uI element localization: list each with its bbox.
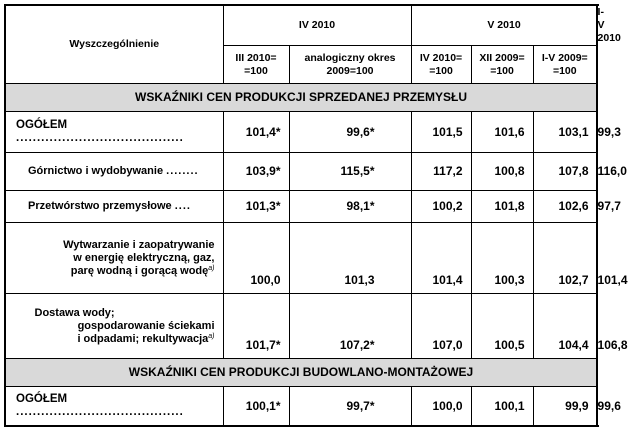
cell-value: 100,2 bbox=[411, 191, 471, 223]
header-subcol-5: I-V 2009= =100 bbox=[533, 46, 597, 84]
cell-value: 100,0 bbox=[411, 387, 471, 427]
header-row-groups: Wyszczególnienie IV 2010 V 2010 I-V 2010 bbox=[5, 5, 597, 46]
cell-value: 101,8 bbox=[471, 191, 533, 223]
cell-value: 102,7 bbox=[533, 223, 597, 294]
cell-value: 115,5* bbox=[289, 153, 411, 191]
cell-value: 100,0 bbox=[223, 223, 289, 294]
cell-value: 100,8 bbox=[471, 153, 533, 191]
table-row: OGÓŁEM ........................................ 100,1* 99,7* 100,0 100,1 99,9 99,6 bbox=[5, 387, 597, 427]
row-label: Górnictwo i wydobywanie ........ bbox=[5, 153, 223, 191]
cell-value: 102,6 bbox=[533, 191, 597, 223]
cell-value: 99,6* bbox=[289, 112, 411, 153]
cell-value: 107,8 bbox=[533, 153, 597, 191]
row-label: OGÓŁEM ........................................ bbox=[5, 387, 223, 427]
section-header-construction bbox=[5, 359, 597, 387]
cell-value: 101,3* bbox=[223, 191, 289, 223]
row-label: Wytwarzanie i zaopatrywanie w energię elektryczną, gaz, parę wodną i gorącą wodę$^{a)}$ bbox=[5, 223, 223, 294]
cell-value: 107,0 bbox=[411, 294, 471, 359]
header-subcol-3: IV 2010= =100 bbox=[411, 46, 471, 84]
cell-value: 103,1 bbox=[533, 112, 597, 153]
header-subcol-1: III 2010= =100 bbox=[223, 46, 289, 84]
cell-value: 99,7* bbox=[289, 387, 411, 427]
cell-value: 104,4 bbox=[533, 294, 597, 359]
header-subcol-2: analogiczny okres 2009=100 bbox=[289, 46, 411, 84]
cell-value: 101,4* bbox=[223, 112, 289, 153]
header-group-iv-2010: IV 2010 bbox=[223, 5, 411, 46]
cell-value: 101,4 bbox=[411, 223, 471, 294]
section-header-industry bbox=[5, 84, 597, 112]
cell-value: 100,1 bbox=[471, 387, 533, 427]
footnote-marker: a) bbox=[208, 332, 215, 340]
table-row: Wytwarzanie i zaopatrywanie w energię elektryczną, gaz, parę wodną i gorącą wodę$^{a)}$ 100,0 101,3 101,4 100,3 102,7 101,4 bbox=[5, 223, 597, 294]
cell-value: 101,7* bbox=[223, 294, 289, 359]
header-group-v-2010: V 2010 bbox=[411, 5, 597, 46]
table-row: Przetwórstwo przemysłowe .... 101,3* 98,1* 100,2 101,8 102,6 97,7 bbox=[5, 191, 597, 223]
cell-value: 103,9* bbox=[223, 153, 289, 191]
cell-value: 100,1* bbox=[223, 387, 289, 427]
price-index-table bbox=[4, 4, 628, 427]
table-row: Górnictwo i wydobywanie ........ 103,9* 115,5* 117,2 100,8 107,8 116,0 bbox=[5, 153, 597, 191]
row-label: Przetwórstwo przemysłowe .... bbox=[5, 191, 223, 223]
section-title: WSKAŹNIKI CEN PRODUKCJI BUDOWLANO-MONTAŻOWEJ bbox=[5, 359, 597, 387]
table-row: Dostawa wody; gospodarowanie ściekami i odpadami; rekultywacja$^{a)}$ 101,7* 107,2* 107,0 100,5 104,4 106,8 bbox=[5, 294, 597, 359]
cell-value: 107,2* bbox=[289, 294, 411, 359]
section-title: WSKAŹNIKI CEN PRODUKCJI SPRZEDANEJ PRZEMYSŁU bbox=[5, 84, 597, 112]
row-label: Dostawa wody; gospodarowanie ściekami i odpadami; rekultywacja$^{a)}$ bbox=[5, 294, 223, 359]
cell-value: 99,9 bbox=[533, 387, 597, 427]
header-subcol-4: XII 2009= =100 bbox=[471, 46, 533, 84]
cell-value: 101,3 bbox=[289, 223, 411, 294]
cell-value: 100,5 bbox=[471, 294, 533, 359]
footnote-marker: a) bbox=[208, 264, 215, 272]
cell-value: 101,6 bbox=[471, 112, 533, 153]
table-row: OGÓŁEM ........................................ 101,4* 99,6* 101,5 101,6 103,1 99,3 bbox=[5, 112, 597, 153]
cell-value: 98,1* bbox=[289, 191, 411, 223]
cell-value: 101,5 bbox=[411, 112, 471, 153]
cell-value: 100,3 bbox=[471, 223, 533, 294]
header-spec: Wyszczególnienie bbox=[5, 5, 223, 84]
row-label: OGÓŁEM ........................................ bbox=[5, 112, 223, 153]
cell-value: 117,2 bbox=[411, 153, 471, 191]
